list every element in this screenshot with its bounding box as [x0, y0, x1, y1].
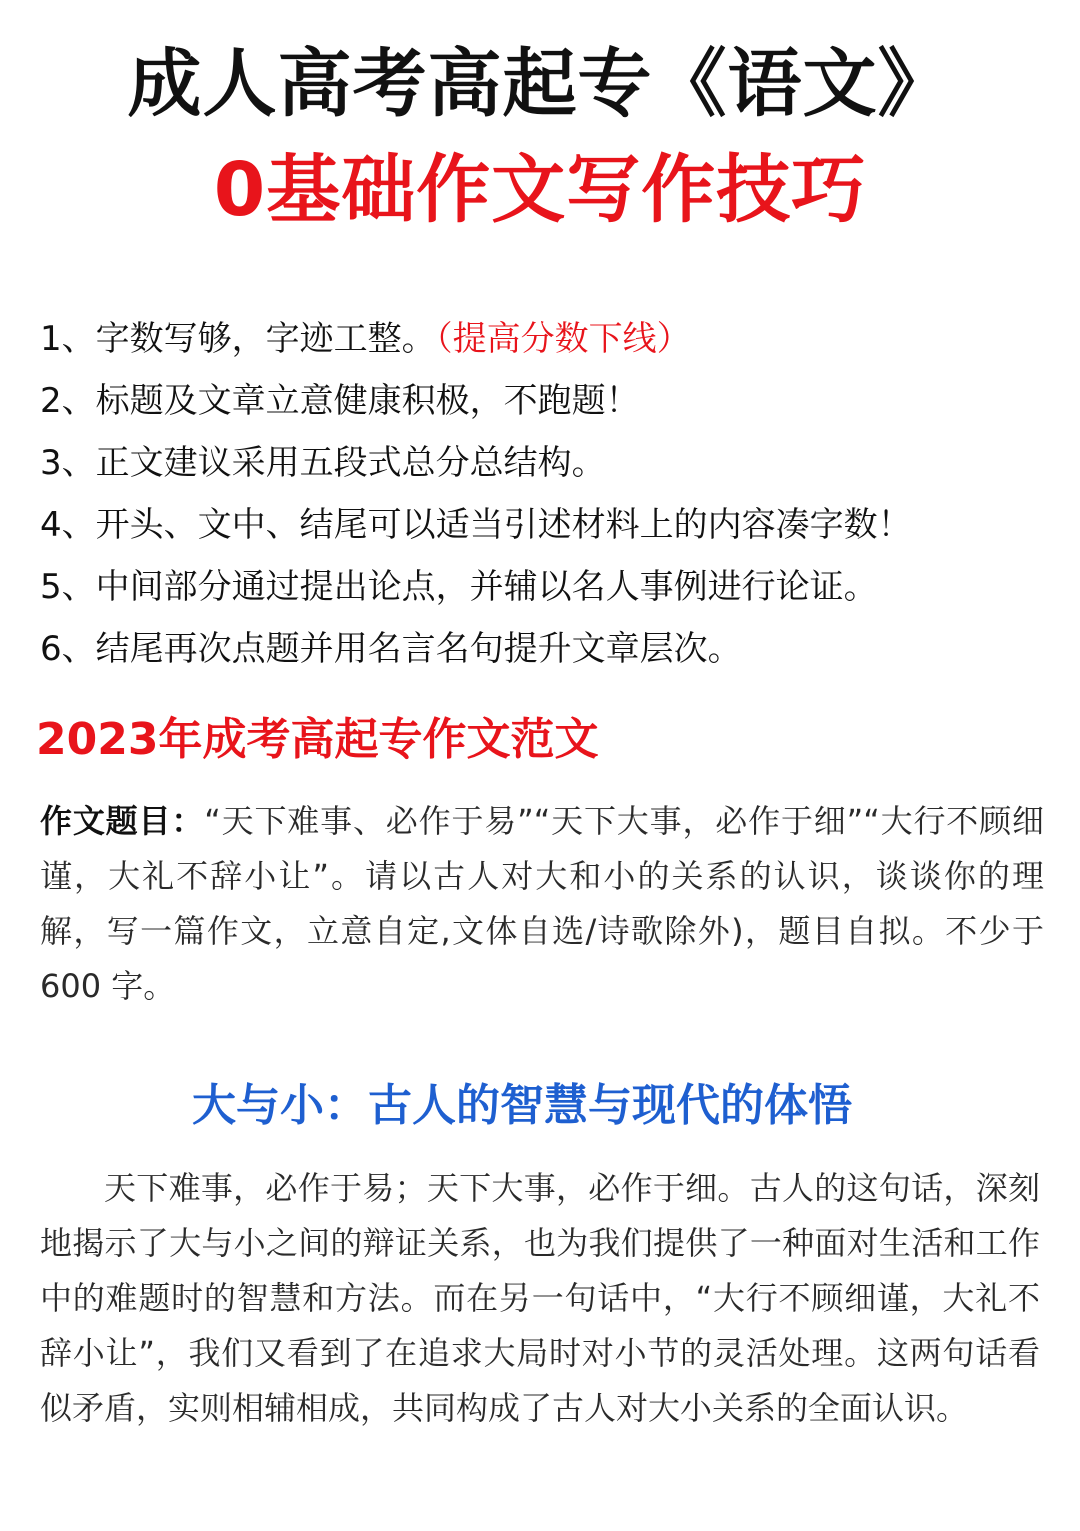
prompt-label: 作文题目：	[40, 802, 205, 840]
essay-paragraph: 天下难事，必作于易；天下大事，必作于细。古人的这句话，深刻地揭示了大与小之间的辩证关系，也为我们提供了一种面对生活和工作中的难题时的智慧和方法。而在另一句话中，“大行不顾细谨，大礼不辞小让”，我们又看到了在追求大局时对小节的灵活处理。这两句话看似矛盾，实则相辅相成，共同构成了古人对大小关系的全面认识。	[40, 1169, 1040, 1427]
page-subtitle: 0基础作文写作技巧	[213, 147, 867, 233]
tip-item	[40, 370, 1050, 432]
tip-text: 6、结尾再次点题并用名言名句提升文章层次。	[40, 629, 742, 669]
tip-item	[40, 556, 1050, 618]
tip-text: 1、字数写够，字迹工整。	[40, 319, 436, 359]
tip-text: 2、标题及文章立意健康积极，不跑题！	[40, 381, 640, 421]
tip-note: （提高分数下线）	[435, 319, 691, 359]
tip-item	[40, 494, 1050, 556]
essay-title: 大与小：古人的智慧与现代的体悟	[192, 1080, 852, 1131]
essay-prompt	[40, 794, 1044, 1014]
tip-item	[40, 432, 1050, 494]
tip-text: 5、中间部分通过提出论点，并辅以名人事例进行论证。	[40, 567, 878, 607]
prompt-text: “天下难事、必作于易”“天下大事，必作于细”“大行不顾细谨，大礼不辞小让”。请以古人对大和小的关系的认识，谈谈你的理解，写一篇作文，立意自定,文体自选/诗歌除外)，题目自拟。不少于 600 字。	[40, 802, 1044, 1005]
tip-item	[40, 618, 1050, 680]
tip-text: 4、开头、文中、结尾可以适当引述材料上的内容凑字数！	[40, 505, 912, 545]
tip-item	[40, 308, 1050, 370]
tips-list	[40, 308, 1050, 680]
tip-text: 3、正文建议采用五段式总分总结构。	[40, 443, 606, 483]
sample-essay-heading: 2023年成考高起专作文范文	[36, 714, 599, 765]
page-title: 成人高考高起专《语文》	[127, 41, 953, 127]
